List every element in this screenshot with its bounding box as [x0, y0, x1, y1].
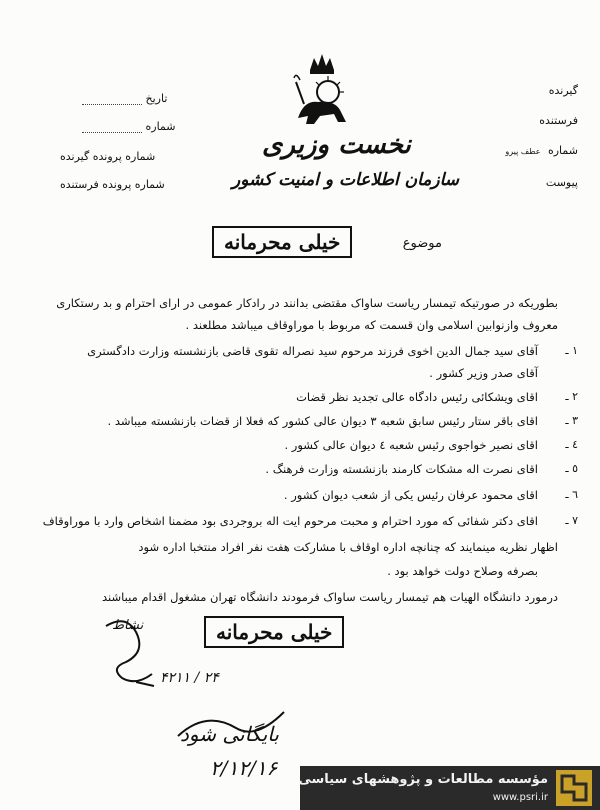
footer-institute-name: مؤسسه مطالعات و پژوهشهای سیاسی — [298, 772, 548, 787]
date-field — [82, 92, 167, 105]
sender-file-field — [60, 178, 165, 191]
handwritten-archive-note: بایگانی شود — [180, 722, 279, 746]
title-savak: سازمان اطلاعات و امنیت کشور — [232, 170, 460, 190]
number-label-right: شماره — [547, 144, 578, 157]
number-dots — [82, 132, 142, 133]
handwritten-note-1: نشاط — [112, 618, 144, 633]
item-2: اقای ویشکائی رئیس دادگاه عالی تجدید نظر قضات — [296, 390, 538, 404]
item-num-5: ٥ ـ — [565, 462, 578, 475]
body-para-4: بصرفه وصلاح دولت خواهد بود . — [387, 564, 538, 578]
item-4: اقای نصیر خواجوی رئیس شعبه ٤ دیوان عالی کشور . — [284, 438, 538, 452]
receiver-file-label: شماره پرونده گیرنده — [60, 150, 156, 163]
item-5: اقای نصرت اله مشکات کارمند بازنشسته وزارت فرهنگ . — [265, 462, 538, 476]
body-para-1: بطوریکه در صورتیکه تیمسار ریاست ساواک مقتضی بدانند در رادکار عمومی در ارای احترام و بد رستکاری — [56, 296, 558, 310]
item-num-7: ٧ ـ — [565, 514, 578, 527]
sender-field — [539, 114, 578, 127]
number-label-left: شماره — [145, 120, 176, 133]
receiver-label: گیرنده — [548, 84, 578, 97]
institute-logo-icon — [556, 770, 592, 806]
top-secret-stamp-bottom: خیلی محرمانه — [204, 616, 344, 648]
handwritten-date: ۲/۱۲/۱۶ — [210, 756, 278, 780]
body-para-3: اظهار نظریه مینمایند که چنانچه اداره اوقاف با مشارکت هفت نفر افراد منتخبا اداره شود — [138, 540, 558, 554]
number-field-right — [505, 144, 578, 157]
title-prime-ministry: نخست وزیری — [262, 130, 411, 160]
date-label: تاریخ — [145, 92, 168, 105]
lion-sun-emblem-icon — [290, 52, 354, 128]
body-para-2: معروف وازنوابین اسلامی وان قسمت که مربوط با موراوقاف میباشد مطلعند . — [185, 318, 558, 332]
body-para-5: درمورد دانشگاه الهیات هم تیمسار ریاست ساواک فرمودند دانشگاه تهران مشغول اقدام میباشند — [102, 590, 558, 604]
attachment-field — [546, 176, 578, 189]
top-secret-stamp: خیلی محرمانه — [212, 226, 352, 258]
attachment-label: پیوست — [545, 176, 578, 189]
item-num-3: ٣ ـ — [565, 414, 578, 427]
item-num-4: ٤ ـ — [565, 438, 578, 451]
item-num-1: ١ ـ — [565, 344, 578, 357]
date-dots — [82, 104, 142, 105]
signature-scribble-icon — [96, 612, 176, 692]
footer-watermark — [300, 766, 600, 810]
item-num-6: ٦ ـ — [565, 488, 578, 501]
item-6: اقای محمود عرفان رئیس یکی از شعب دیوان کشور . — [283, 488, 538, 502]
footer-url: www.psri.ir — [492, 792, 548, 803]
item-7: اقای دکتر شفائی که مورد احترام و محبت مرحوم ایت اله بروجردی بود مضمنا اشخاص وارد با موراوقاف — [42, 514, 538, 528]
item-3: اقای باقر ستار رئیس سابق شعبه ٣ دیوان عالی کشور که فعلا از قضات بازنشسته میباشد . — [107, 414, 538, 428]
sender-file-label: شماره پرونده فرستنده — [60, 178, 165, 191]
subject-label: موضوع — [402, 236, 442, 251]
item-num-2: ٢ ـ — [565, 390, 578, 403]
item-1-cont: آقای صدر وزیر کشور . — [429, 366, 538, 380]
receiver-field — [549, 84, 578, 97]
signature-flourish-icon — [176, 706, 286, 746]
item-1: آقای سید جمال الدین اخوی فرزند مرحوم سید نصراله تقوی قاضی بازنشسته وزارت دادگستری — [87, 344, 538, 358]
number-field-left — [82, 120, 176, 133]
handwritten-number: ۴۲۱۱ / ۲۴ — [160, 670, 219, 686]
sender-label: فرستنده — [539, 114, 578, 127]
number-note: عطف پیرو — [505, 147, 541, 156]
receiver-file-field — [60, 150, 155, 163]
